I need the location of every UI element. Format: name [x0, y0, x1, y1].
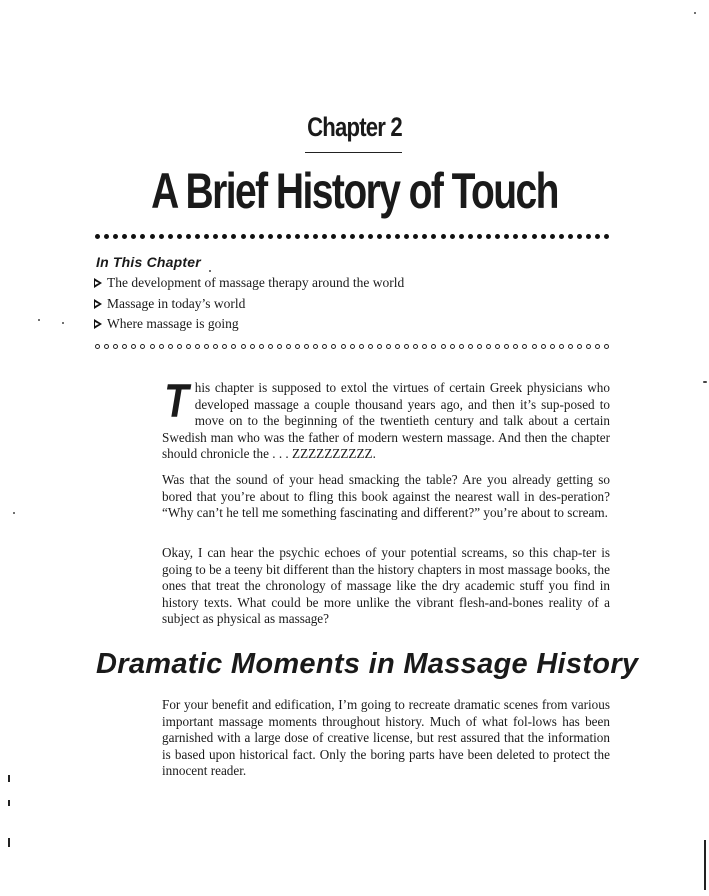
divider-dot [313, 234, 318, 239]
section-heading: Dramatic Moments in Massage History [96, 648, 639, 680]
divider-dot [231, 344, 236, 349]
divider-dot [186, 344, 191, 349]
triangle-bullet-icon [94, 299, 102, 309]
list-item-text: Massage in today’s world [107, 295, 246, 311]
divider-dot [595, 234, 600, 239]
divider-dot [495, 234, 500, 239]
scan-mark [8, 775, 10, 782]
intro-paragraph-1-text: his chapter is supposed to extol the virtues of certain Greek physicians who developed massage a couple thousand years ago, and then it’s sup-posed to move on to the beginning of the twentieth century and talk about a certain Swedish man who was the father of modern western massage. And then the chapter should chronicle the . . . ZZZZZZZZZZ. [162, 380, 610, 462]
divider-dot [395, 234, 400, 239]
intro-paragraph-2: Was that the sound of your head smacking the table? Are you already getting so bored that you’re about to fling this book against the nearest wall in des-peration? “Why can’t he tell me something fascinating and different?” you’re about to scream. [162, 472, 610, 521]
divider-dot [486, 234, 491, 239]
divider-dot [159, 344, 164, 349]
divider-dot [195, 344, 200, 349]
divider-dot [140, 344, 145, 349]
divider-dot [113, 234, 118, 239]
divider-dot [541, 234, 546, 239]
divider-dot [359, 344, 364, 349]
divider-dot [241, 344, 246, 349]
list-item-text: The development of massage therapy around the world [107, 275, 405, 291]
divider-dot [95, 234, 100, 239]
divider-dot [95, 344, 100, 349]
in-this-chapter-heading: In This Chapter [96, 254, 201, 270]
divider-dot [468, 344, 473, 349]
divider-dot [150, 344, 155, 349]
list-item [94, 273, 404, 294]
scan-speck [209, 270, 211, 272]
divider-dot [177, 344, 182, 349]
divider-dot [450, 234, 455, 239]
divider-dot [350, 344, 355, 349]
divider-dot [222, 344, 227, 349]
divider-dot [577, 344, 582, 349]
list-item [94, 294, 404, 315]
divider-dot [395, 344, 400, 349]
divider-dot [586, 344, 591, 349]
dotted-divider-top [95, 234, 613, 242]
divider-dot [213, 344, 218, 349]
divider-dot [322, 234, 327, 239]
divider-dot [431, 344, 436, 349]
chapter-rule [305, 152, 402, 153]
divider-dot [204, 234, 209, 239]
scan-mark [704, 840, 706, 890]
divider-dot [204, 344, 209, 349]
divider-dot [350, 234, 355, 239]
chapter-title: A Brief History of Touch [151, 163, 558, 219]
divider-dot [177, 234, 182, 239]
section-paragraph: For your benefit and edification, I’m going to recreate dramatic scenes from various important massage moments throughout history. Much of what fol-lows has been garnished with a large dose of creative license, but rest assured that the information is based upon historical fact. Only the boring parts have been deleted to protect the innocent reader. [162, 697, 610, 779]
list-item [94, 314, 404, 335]
divider-dot [186, 234, 191, 239]
divider-dot [513, 344, 518, 349]
list-item-text: Where massage is going [107, 316, 239, 332]
divider-dot [159, 234, 164, 239]
divider-dot [559, 344, 564, 349]
divider-dot [477, 344, 482, 349]
divider-dot [459, 344, 464, 349]
divider-dot [450, 344, 455, 349]
divider-dot [477, 234, 482, 239]
divider-dot [568, 234, 573, 239]
divider-dot [532, 344, 537, 349]
scan-mark [8, 838, 10, 847]
divider-dot [268, 234, 273, 239]
divider-dot [532, 234, 537, 239]
divider-dot [504, 234, 509, 239]
divider-dot [504, 344, 509, 349]
divider-dot [468, 234, 473, 239]
divider-dot [241, 234, 246, 239]
divider-dot [404, 344, 409, 349]
dotted-divider-bottom [95, 344, 613, 352]
divider-dot [431, 234, 436, 239]
divider-dot [286, 234, 291, 239]
drop-cap: T [164, 374, 189, 427]
divider-dot [168, 234, 173, 239]
divider-dot [331, 344, 336, 349]
intro-paragraph-3: Okay, I can hear the psychic echoes of your potential screams, so this chap-ter is going to be a teeny bit different than the history chapters in most massage books, the ones that treat the chronology of massage like the dry academic stuff you find in history texts. What could be more unlike the vibrant flesh-and-bones reality of a subject as physical as massage? [162, 545, 610, 627]
divider-dot [168, 344, 173, 349]
divider-dot [104, 344, 109, 349]
divider-dot [268, 344, 273, 349]
divider-dot [368, 234, 373, 239]
chapter-topics-list [94, 273, 404, 335]
divider-dot [422, 234, 427, 239]
divider-dot [131, 234, 136, 239]
divider-dot [295, 234, 300, 239]
divider-dot [259, 344, 264, 349]
divider-dot [577, 234, 582, 239]
divider-dot [304, 344, 309, 349]
divider-dot [377, 234, 382, 239]
divider-dot [104, 234, 109, 239]
divider-dot [131, 344, 136, 349]
divider-dot [541, 344, 546, 349]
divider-dot [550, 234, 555, 239]
divider-dot [604, 344, 609, 349]
divider-dot [441, 234, 446, 239]
divider-dot [304, 234, 309, 239]
divider-dot [231, 234, 236, 239]
divider-dot [604, 234, 609, 239]
divider-dot [277, 234, 282, 239]
divider-dot [295, 344, 300, 349]
divider-dot [150, 234, 155, 239]
divider-dot [522, 234, 527, 239]
divider-dot [113, 344, 118, 349]
divider-dot [368, 344, 373, 349]
divider-dot [522, 344, 527, 349]
divider-dot [459, 234, 464, 239]
chapter-label: Chapter 2 [307, 112, 402, 142]
divider-dot [250, 344, 255, 349]
scan-speck [13, 512, 15, 514]
divider-dot [195, 234, 200, 239]
divider-dot [341, 344, 346, 349]
divider-dot [277, 344, 282, 349]
divider-dot [413, 234, 418, 239]
divider-dot [441, 344, 446, 349]
divider-dot [359, 234, 364, 239]
divider-dot [422, 344, 427, 349]
divider-dot [341, 234, 346, 239]
divider-dot [286, 344, 291, 349]
divider-dot [313, 344, 318, 349]
divider-dot [513, 234, 518, 239]
divider-dot [250, 234, 255, 239]
divider-dot [568, 344, 573, 349]
divider-dot [259, 234, 264, 239]
triangle-bullet-icon [94, 319, 102, 329]
divider-dot [486, 344, 491, 349]
scan-speck [62, 322, 64, 324]
divider-dot [122, 234, 127, 239]
divider-dot [140, 234, 145, 239]
divider-dot [386, 234, 391, 239]
divider-dot [586, 234, 591, 239]
divider-dot [495, 344, 500, 349]
divider-dot [386, 344, 391, 349]
divider-dot [322, 344, 327, 349]
triangle-bullet-icon [94, 278, 102, 288]
divider-dot [413, 344, 418, 349]
divider-dot [222, 234, 227, 239]
divider-dot [559, 234, 564, 239]
scan-mark [8, 800, 10, 806]
divider-dot [377, 344, 382, 349]
divider-dot [595, 344, 600, 349]
scan-speck [38, 319, 40, 321]
divider-dot [122, 344, 127, 349]
divider-dot [331, 234, 336, 239]
divider-dot [213, 234, 218, 239]
intro-paragraph-1 [162, 374, 610, 463]
scan-speck [694, 12, 696, 14]
divider-dot [404, 234, 409, 239]
divider-dot [550, 344, 555, 349]
scan-speck [703, 381, 707, 383]
